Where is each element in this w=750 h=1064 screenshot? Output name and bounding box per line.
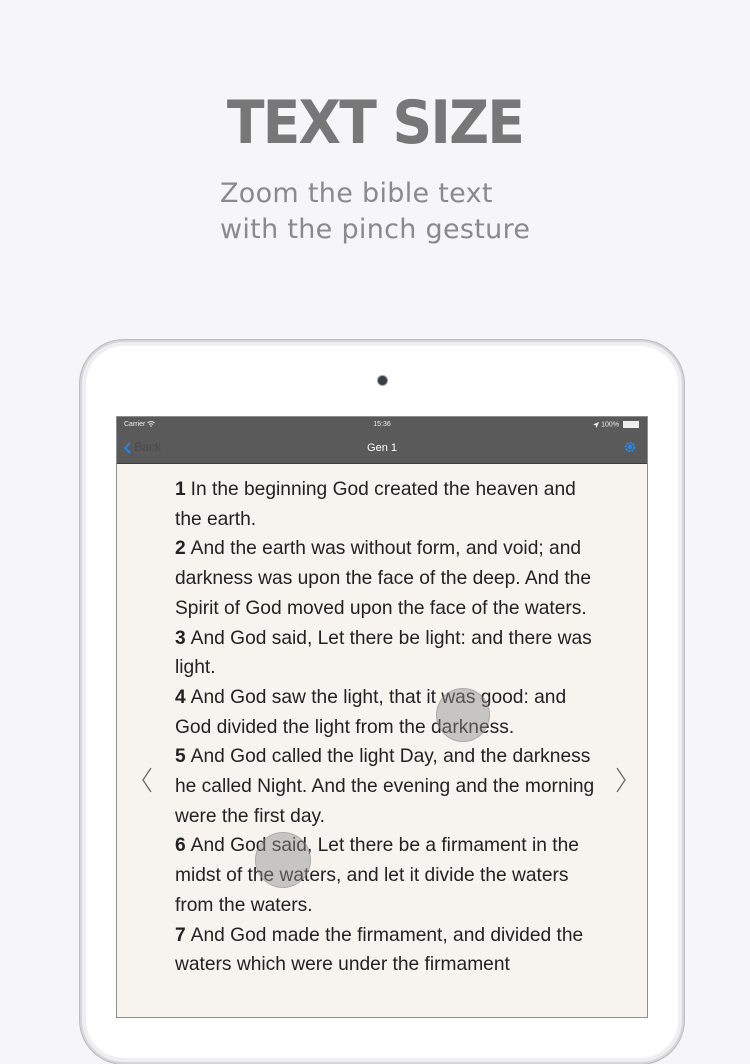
verse-number: 2 [175,538,186,560]
back-button-label: Back [134,440,162,454]
status-time: 15:36 [373,421,391,428]
battery-icon [623,421,639,428]
status-right [593,421,639,428]
verse [175,742,605,831]
verse [175,475,605,534]
touch-indicator [255,832,311,888]
verse [175,921,605,980]
navigation-bar [117,433,647,464]
front-camera [378,376,387,385]
verse-text: In the beginning God created the heaven and the earth. [175,479,576,530]
carrier-label: Carrier [124,421,146,428]
gear-icon[interactable] [623,440,637,454]
verse-number: 6 [175,835,186,857]
verse-text: And God called the light Day, and the darkness he called Night. And the evening and the morning were the first day. [175,746,595,827]
chevron-left-icon[interactable] [139,765,155,795]
verse-number: 7 [175,924,186,946]
promo-headline: TEXT SIZE [226,88,524,158]
verse [175,831,605,920]
promo-subtitle-line1: Zoom the bible text [220,178,493,209]
verse-text: And God made the firmament, and divided the waters which were under the firmament [175,924,584,976]
verse-number: 3 [175,627,186,649]
verse [175,534,605,623]
verse-text: And God saw the light, that it was good: and God divided the light from the darkness. [175,686,567,738]
nav-title: Gen 1 [367,442,397,454]
battery-percent: 100% [601,421,620,429]
chevron-right-icon[interactable] [613,765,629,795]
verse-number: 4 [175,686,186,708]
status-bar [117,417,647,433]
verse-number: 5 [175,746,186,768]
ipad-frame [80,340,684,1064]
verse-text: And God said, Let there be light: and there was light. [175,627,592,679]
verse-text: And God said, Let there be a firmament in the midst of the waters, and let it divide the waters from the waters. [175,835,579,916]
verse-number: 1 [175,479,186,500]
location-icon [593,422,599,428]
bible-text [175,475,605,980]
verse [175,624,605,683]
promo-subtitle-line2: with the pinch gesture [220,214,531,245]
verse-text: And the earth was without form, and void; and darkness was upon the face of the deep. And the Spirit of God moved upon the face of the waters. [175,538,592,619]
touch-indicator [436,688,490,742]
device-screen [116,416,648,1018]
verse [175,683,605,742]
